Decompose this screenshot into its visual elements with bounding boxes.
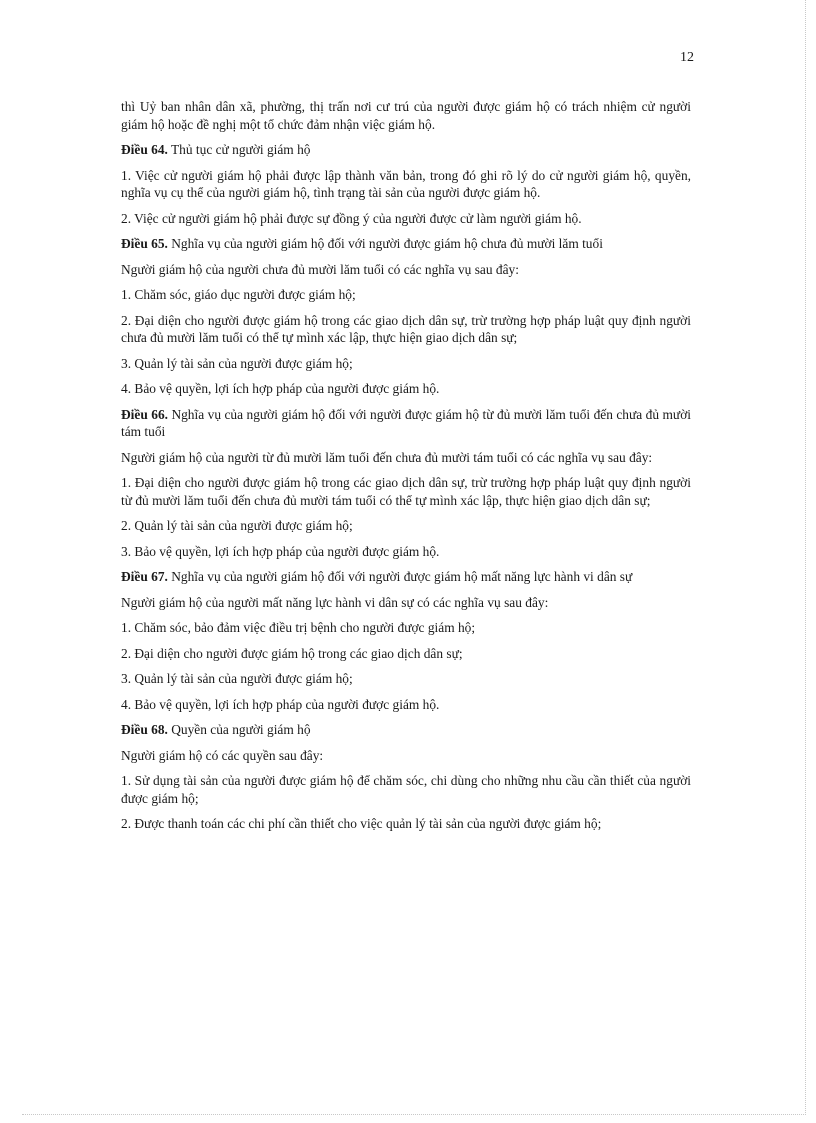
paragraph: 1. Chăm sóc, bảo đảm việc điều trị bệnh cho người được giám hộ; <box>121 620 476 635</box>
article-heading <box>121 721 691 739</box>
paragraph: Người giám hộ của người từ đủ mười lăm tuổi đến chưa đủ mười tám tuổi có các nghĩa vụ sau đây: <box>121 449 653 465</box>
paragraph: thì Uỷ ban nhân dân xã, phường, thị trấn nơi cư trú của người được giám hộ có trách nhiệm cử người giám hộ hoặc đề nghị một tổ chức đảm nhận việc giám hộ. <box>121 99 691 132</box>
page-number: 12 <box>680 50 694 65</box>
paragraph: 3. Quản lý tài sản của người được giám hộ; <box>121 355 353 371</box>
paragraph: Người giám hộ của người chưa đủ mười lăm tuổi có các nghĩa vụ sau đây: <box>121 261 519 277</box>
article-heading <box>121 568 691 586</box>
article-title: Nghĩa vụ của người giám hộ đối với người được giám hộ chưa đủ mười lăm tuổi <box>167 236 603 251</box>
paragraph: Người giám hộ có các quyền sau đây: <box>121 747 324 763</box>
paragraph: 1. Đại diện cho người được giám hộ trong các giao dịch dân sự, trừ trường hợp pháp luật quy định người từ đủ mười lăm tuổi đến chưa đủ mười tám tuổi có thể tự mình xác lập, thực hiện giao dịch dân sự; <box>121 475 691 508</box>
page-edge-right <box>805 0 806 1115</box>
paragraph: 2. Đại diện cho người được giám hộ trong các giao dịch dân sự, trừ trường hợp pháp luật quy định người chưa đủ mười lăm tuổi có thể tự mình xác lập, thực hiện giao dịch dân sự; <box>121 312 691 345</box>
article-label: Điều 67. <box>121 569 168 584</box>
article-label: Điều 66. <box>121 406 168 422</box>
paragraph: 1. Sử dụng tài sản của người được giám hộ để chăm sóc, chi dùng cho những nhu cầu cần thiết của người được giám hộ; <box>121 773 691 806</box>
article-title: Nghĩa vụ của người giám hộ đối với người được giám hộ từ đủ mười lăm tuổi đến chưa đủ mười tám tuổi <box>121 406 691 439</box>
paragraph: 3. Bảo vệ quyền, lợi ích hợp pháp của người được giám hộ. <box>121 543 440 559</box>
paragraph: 2. Việc cử người giám hộ phải được sự đồng ý của người được cử làm người giám hộ. <box>121 210 582 226</box>
article-heading <box>121 235 691 253</box>
paragraph: 2. Đại diện cho người được giám hộ trong các giao dịch dân sự; <box>121 645 463 661</box>
paragraph: 1. Việc cử người giám hộ phải được lập thành văn bản, trong đó ghi rõ lý do cử người giám hộ, quyền, nghĩa vụ cụ thể của người giám hộ, tình trạng tài sản của người được giám hộ. <box>121 167 691 200</box>
paragraph: 1. Chăm sóc, giáo dục người được giám hộ; <box>121 287 356 302</box>
document-body <box>121 98 691 841</box>
article-label: Điều 68. <box>121 722 168 737</box>
page-edge-bottom <box>22 1114 806 1115</box>
article-title: Thủ tục cử người giám hộ <box>167 142 311 157</box>
paragraph: 2. Quản lý tài sản của người được giám hộ; <box>121 518 353 533</box>
paragraph: 4. Bảo vệ quyền, lợi ích hợp pháp của người được giám hộ. <box>121 696 440 712</box>
paragraph: 4. Bảo vệ quyền, lợi ích hợp pháp của người được giám hộ. <box>121 381 440 396</box>
paragraph: 2. Được thanh toán các chi phí cần thiết cho việc quản lý tài sản của người được giám hộ; <box>121 816 602 831</box>
article-title: Nghĩa vụ của người giám hộ đối với người được giám hộ mất năng lực hành vi dân sự <box>167 569 633 584</box>
paragraph: Người giám hộ của người mất năng lực hành vi dân sự có các nghĩa vụ sau đây: <box>121 594 549 610</box>
article-heading <box>121 406 691 441</box>
paragraph: 3. Quản lý tài sản của người được giám hộ; <box>121 671 353 686</box>
article-heading <box>121 141 691 159</box>
article-label: Điều 64. <box>121 142 168 157</box>
article-label: Điều 65. <box>121 236 168 251</box>
article-title: Quyền của người giám hộ <box>167 722 311 737</box>
